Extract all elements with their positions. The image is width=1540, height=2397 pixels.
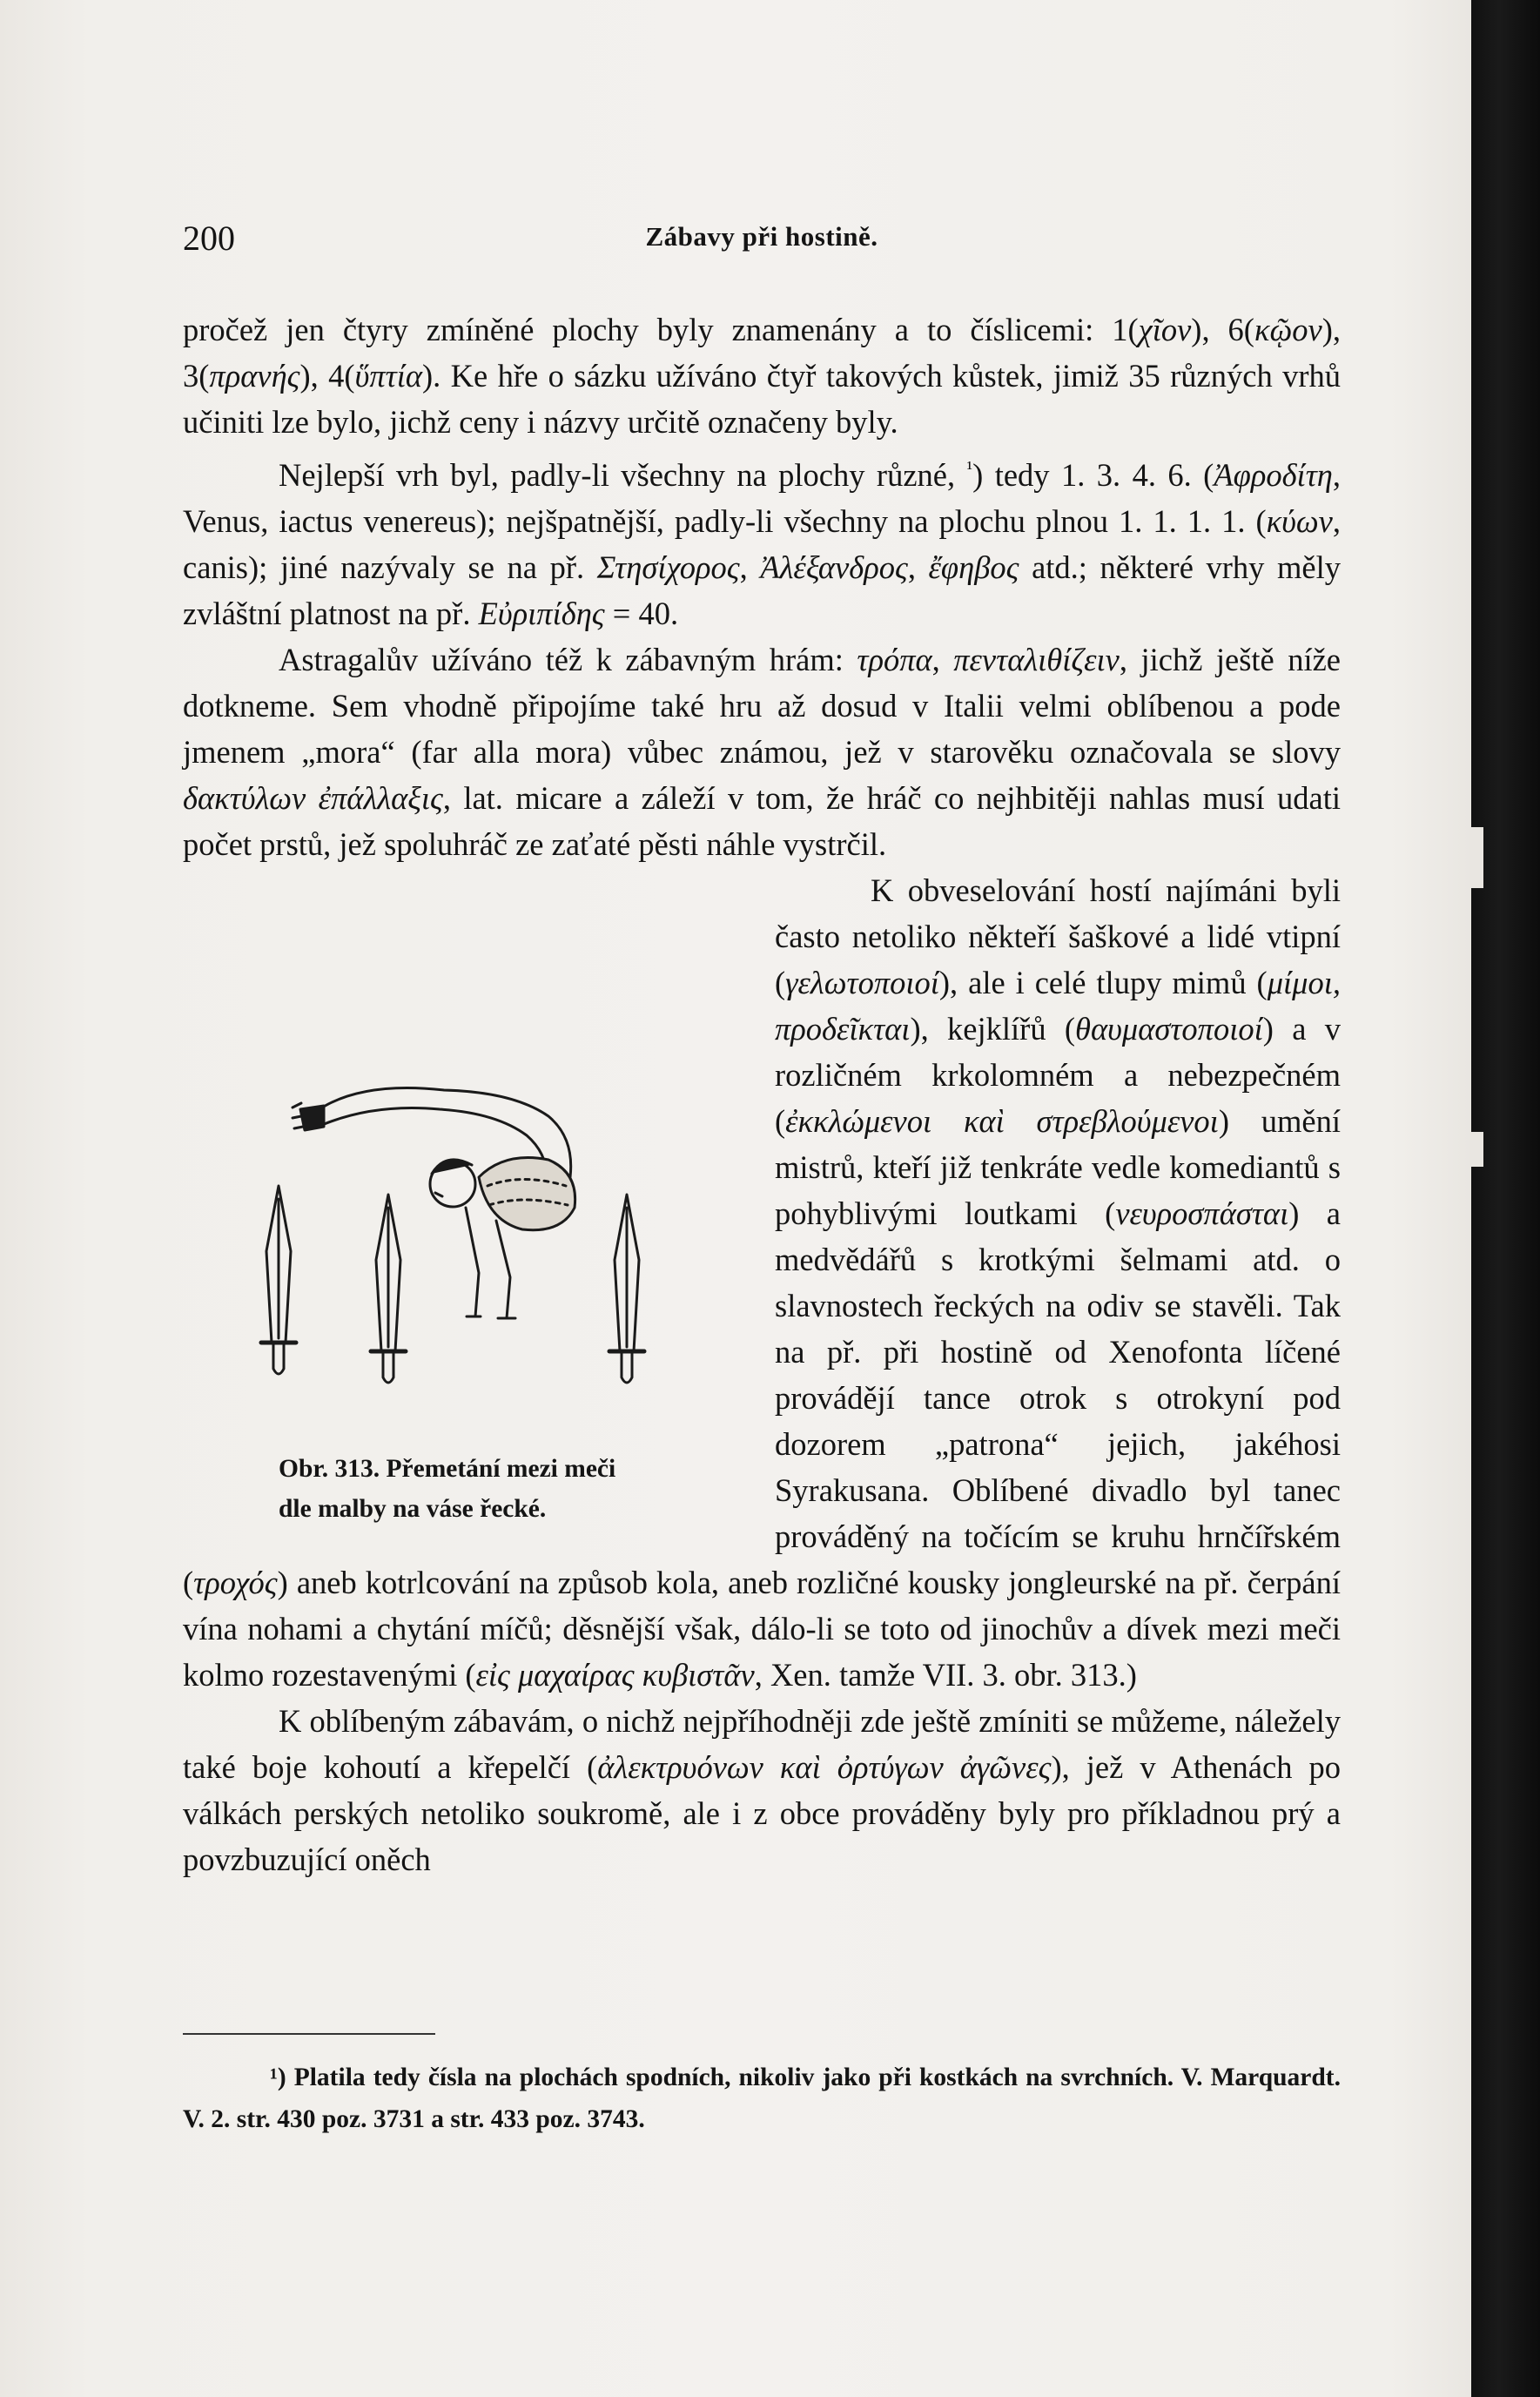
greek-term: χῖον — [1138, 312, 1192, 347]
text-run: , — [907, 549, 929, 586]
footnote-marker: ¹ — [966, 457, 973, 479]
paragraph — [183, 1698, 1341, 1882]
greek-term: κῷον — [1254, 312, 1322, 347]
text-run: , lat. micare a záleží v tom, že hráč co nejhbitěji nahlas musí udati počet prstů, jež spoluhráč ze zaťaté pěsti náhle vystrčil. — [183, 780, 1341, 863]
text-run: = 40. — [604, 596, 679, 632]
page-number: 200 — [183, 219, 235, 258]
text-run: K oblíbeným zábavám, o nichž nejpříhodněji zde ještě zmíniti se můžeme, náležely také boje kohoutí a křepelčí ( — [183, 1703, 1341, 1786]
text-run: atd.; některé vrhy měly zvláštní platnost na př. — [183, 549, 1341, 632]
running-head — [183, 218, 1341, 261]
paragraph — [183, 636, 1341, 867]
text-run: Astragalův užíváno též k zábavným hrám: — [279, 642, 857, 678]
text-run: , — [739, 549, 761, 586]
greek-term: Ἀλέξανδρος — [760, 549, 908, 586]
figure-313 — [183, 1055, 740, 1529]
greek-term: ἔφηβος — [928, 549, 1019, 586]
text-run: , Xen. tamže VII. 3. obr. 313.) — [754, 1657, 1137, 1693]
text-run: ). Ke hře o sázku užíváno čtyř takových kůstek, jimiž 35 různých vrhů učiniti lze bylo, jichž ceny i názvy určitě označeny byly. — [183, 358, 1342, 440]
paragraph — [183, 867, 1341, 1698]
text-run: ), ale i celé tlupy mimů ( — [938, 965, 1268, 1001]
text-run: ), 3( — [183, 312, 1341, 394]
greek-term: νευροσπάσται — [1115, 1195, 1289, 1232]
footnote: ¹) Platila tedy čísla na plochách spodních, nikoliv jako při kostkách na svrchních. V. Marquardt. V. 2. str. 430 poz. 3731 a str. 433 poz. 3743. — [183, 2064, 1341, 2133]
text-run: pročež jen čtyry zmíněné plochy byly znamenány a to číslicemi: 1( — [183, 312, 1139, 347]
sword-left — [261, 1186, 296, 1374]
greek-term: θαυμαστοποιοί — [1075, 1011, 1263, 1047]
figure-caption — [183, 1449, 740, 1529]
greek-term: τροχός — [193, 1565, 278, 1601]
greek-term: μίμοι, προδεῖκται — [775, 965, 1341, 1047]
text-run: K obveselování hostí najímáni byli často netoliko někteří šaškové a lidé vtipní ( — [775, 872, 1341, 1001]
text-run: , jichž ještě níže dotkneme. Sem vhodně připojíme také hru až dosud v Italii velmi oblíbenou a pode jmenem „mora“ (far alla mora) vůbec známou, jež v starověku označovala se slovy — [183, 642, 1341, 771]
text-run: ) a medvědářů s krotkými šelmami atd. o slavnostech řeckých na odiv se stavěli. Tak na př. při hostině od Xenofonta líčené provádějí tance otrok s otrokyní pod dozorem „patrona“ jejich, jakéhosi Syrakusana. Oblíbené divadlo byl tanec prováděný na točícím se kruhu hrnčířském ( — [183, 1195, 1342, 1601]
footnote-rule — [183, 2033, 435, 2035]
greek-term: εἰς μαχαίρας κυβιστᾶν — [475, 1657, 755, 1693]
sword-middle — [371, 1195, 406, 1383]
greek-term: πρανής — [209, 358, 300, 394]
greek-term: Εὐριπίδης — [478, 596, 605, 632]
greek-term: Στησίχορος — [596, 549, 740, 586]
sword-right — [609, 1195, 644, 1383]
text-run: ) umění mistrů, kteří již tenkráte vedle komediantů s pohyblivými loutkami ( — [775, 1103, 1341, 1232]
text-run: ), kejklířů ( — [910, 1011, 1076, 1047]
text-run: ) aneb kotrlcování na způsob kola, aneb rozličné kousky jongleurské na př. čerpání vína nohami a chytání míčů; děsnější však, dálo-li se toto od jinochův a dívek mezi meči kolmo rozestavenými ( — [183, 1565, 1341, 1693]
text-run: , — [931, 642, 954, 678]
text-run: , Venus, iactus venereus); nejšpatnější, padly-li všechny na plochu plnou 1. 1. 1. 1. ( — [183, 457, 1341, 540]
paragraph — [183, 445, 1341, 636]
acrobat-figure — [293, 1088, 575, 1319]
greek-term: πενταλιθίζειν — [953, 642, 1120, 678]
text-run: ), jež v Athenách po válkách perských netoliko soukromě, ale i z obce prováděny byly pro příkladnou prý a povzbuzující oněch — [183, 1749, 1341, 1878]
greek-term: γελωτοποιοί — [785, 965, 939, 1001]
paragraph — [183, 306, 1341, 445]
greek-term: Ἀφροδίτη — [1214, 457, 1333, 494]
text-run: Nejlepší vrh byl, padly-li všechny na plochy různé, — [279, 457, 967, 494]
caption-line-2: dle malby na váse řecké. — [279, 1495, 547, 1524]
body-text — [183, 306, 1341, 1882]
text-run: ) a v rozličném krkolomném a nebezpečném ( — [775, 1011, 1341, 1140]
text-run: , canis); jiné nazývaly se na př. — [183, 503, 1341, 586]
text-run: ) tedy 1. 3. 4. 6. ( — [972, 457, 1214, 494]
greek-term: ἀλεκτρυόνων καὶ ὀρτύγων ἀγῶνες — [597, 1749, 1052, 1786]
book-spine-edge — [1471, 0, 1540, 2397]
running-title: Zábavy při hostině. — [645, 221, 878, 252]
greek-term: ὕπτία — [354, 358, 422, 394]
caption-line-1: Obr. 313. Přemetání mezi meči — [279, 1455, 616, 1484]
greek-term: τρόπα — [857, 642, 932, 678]
greek-term: δακτύλων ἐπάλλαξις — [183, 780, 443, 817]
text-run: ), 6( — [1191, 312, 1254, 347]
greek-term: κύων — [1266, 503, 1333, 540]
greek-term: ἐκκλώμενοι καὶ στρεβλούμενοι — [785, 1103, 1219, 1140]
text-run: ), 4( — [299, 358, 355, 394]
acrobat-between-swords-illustration — [218, 1055, 705, 1438]
